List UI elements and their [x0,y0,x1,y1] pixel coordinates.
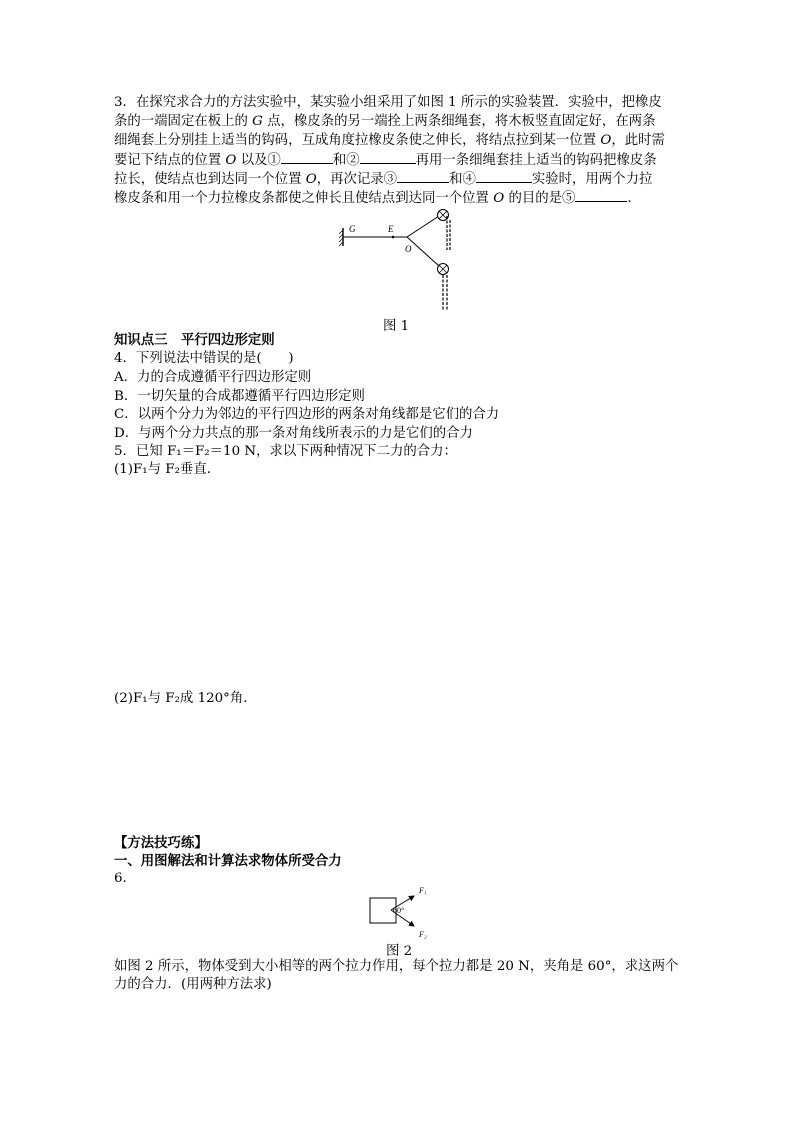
q4-option-b: B．一切矢量的合成都遵循平行四边形定则 [114,389,365,404]
blank-2 [360,151,416,164]
label-o: O [405,244,412,254]
blank-3 [397,170,449,183]
figure-2-forces [366,882,436,940]
figure-2-caption: 图 2 [386,944,413,959]
blank-5 [575,189,627,202]
q5-part-2: (2)F₁与 F₂成 120°角． [114,691,257,706]
blank-1 [281,151,333,164]
q4-stem: 4．下列说法中错误的是( ) [114,351,294,366]
q6-number: 6. [114,871,127,886]
q3-line-4: 要记下结点的位置 O 以及① 和② 再用一条细绳套挂上适当的钩码把橡皮条 [114,153,657,168]
figure-1-apparatus [330,206,470,318]
weights-lower [443,275,447,310]
method-subheading: 一、用图解法和计算法求物体所受合力 [114,853,342,869]
q4-option-d: D．与两个分力共点的那一条对角线所表示的力是它们的合力 [114,426,473,441]
q4-option-a: A．力的合成遵循平行四边形定则 [114,370,312,385]
q3-line-2: 条的一端固定在板上的 G 点，橡皮条的另一端拴上两条细绳套，将木板竖直固定好，在两条 [114,114,656,129]
q3-line-5: 拉长，使结点也到达同一个位置 O，再次记录③ 和④ 实验时，用两个力拉 [114,172,653,187]
section-3-heading: 知识点三 平行四边形定则 [114,332,275,348]
pulley-lower [438,264,449,275]
weights-upper [447,216,450,250]
q5-part-1: (1)F₁与 F₂垂直． [114,462,221,477]
q3-line-6: 橡皮条和用一个力拉橡皮条都使之伸长且使结点到达同一个位置 O 的目的是⑤ . [114,191,632,206]
q4-option-c: C．以两个分力为邻边的平行四边形的两条对角线都是它们的合力 [114,407,500,422]
method-heading: 【方法技巧练】 [114,835,208,851]
q6-line-1: 如图 2 所示，物体受到大小相等的两个拉力作用，每个拉力都是 20 N，夹角是 60°，求这两个 [114,959,679,974]
string-upper [407,216,439,237]
q5-stem: 5．已知 F₁＝F₂＝10 N，求以下两种情况下二力的合力： [114,444,457,459]
q3-line-3: 细绳套上分别挂上适当的钩码，互成角度拉橡皮条使之伸长，将结点拉到某一位置 O，此时需 [114,133,665,148]
q3-line-1: 3．在探究求合力的方法实验中，某实验小组采用了如图 1 所示的实验装置．实验中，把橡皮 [114,95,662,110]
figure-1-caption: 图 1 [383,319,410,334]
blank-4 [476,170,532,183]
label-e: E [388,224,394,234]
label-g: G [349,224,356,234]
point-e [392,236,395,239]
q6-line-2: 力的合力．(用两种方法求) [114,977,272,992]
angle-label: 60° [393,906,405,915]
label-f1: F₁ [419,886,427,895]
string-lower [407,237,439,266]
label-f2: F₂ [419,930,427,939]
